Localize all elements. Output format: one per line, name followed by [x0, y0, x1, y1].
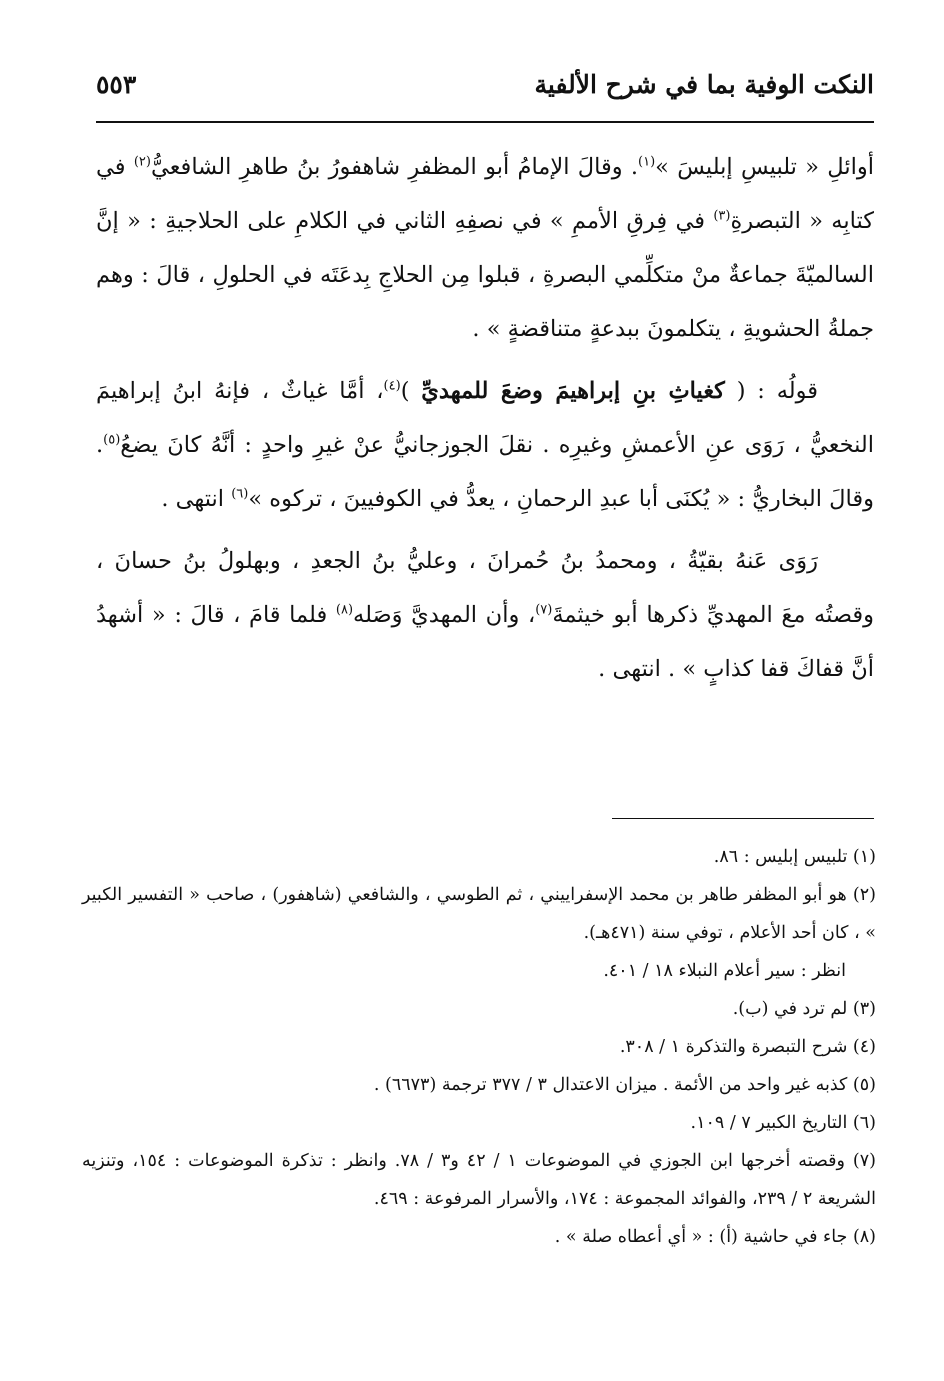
footnote-2-reference: انظر : سير أعلام النبلاء ١٨ / ٤٠١.: [603, 961, 846, 981]
paragraph-2: [96, 364, 874, 526]
text-span: . وقالَ البخاريُّ : « يُكنَى أبا عبدِ الرحمانِ ، يعدُّ في الكوفيينَ ، تركوه »: [96, 432, 874, 512]
footnote-ref-2[interactable]: (٢): [133, 154, 151, 170]
text-span: في فِرقِ الأممِ » في نصفِهِ الثاني في الكلامِ على الحلاجيةِ : « إنَّ السالميّةَ جماعةٌ منْ متكلِّمي البصرةِ ، قبلوا مِن الحلاجِ بِدعَتَه في الحلولِ ، قالَ : وهم جملةُ الحشويةِ ، يتكلمونَ ببدعةٍ متناقضةٍ » .: [96, 208, 874, 342]
footnote-ref-7[interactable]: (٧): [535, 602, 553, 618]
main-text: [96, 140, 874, 696]
text-span: ): [400, 378, 422, 404]
header-divider: [96, 121, 874, 123]
text-span: فلما قامَ ، قالَ : « أشهدُ أنَّ قفاكَ قفا كذابٍ » . انتهى .: [96, 602, 874, 682]
text-span: ، وأن المهديَّ وَصَله: [353, 602, 536, 628]
footnote-8: (٨) جاء في حاشية (أ) : « أي أعطاه صلة » .: [554, 1227, 876, 1247]
footnote-ref-6[interactable]: (٦): [231, 486, 249, 502]
text-span: أوائلِ « تلبيسِ إبليسَ »: [655, 154, 874, 180]
footnote-4: (٤) شرح التبصرة والتذكرة ١ / ٣٠٨.: [619, 1037, 876, 1057]
paragraph-1: [96, 140, 874, 356]
footnote-ref-1[interactable]: (١): [638, 154, 656, 170]
footnote-ref-8[interactable]: (٨): [335, 602, 354, 618]
footnote-7: (٧) وقصته أخرجها ابن الجوزي في الموضوعات ١ / ٤٢ و٣ / ٧٨. وانظر : تذكرة الموضوعات : ١٥٤، وتنزيه الشريعة ٢ / ٢٣٩، والفوائد المجموعة : ١٧٤، والأسرار المرفوعة : ٤٦٩.: [82, 1151, 876, 1209]
text-span: انتهى .: [161, 486, 232, 512]
text-span: . وقالَ الإمامُ أبو المظفرِ شاهفورُ بنُ طاهرِ الشافعيُّ: [150, 154, 639, 180]
footnote-5: (٥) كذبه غير واحد من الأئمة . ميزان الاعتدال ٣ / ٣٧٧ ترجمة (٦٦٧٣) .: [373, 1075, 876, 1095]
paragraph-3: [96, 534, 874, 696]
footnote-1: (١) تلبيس إبليس : ٨٦.: [713, 847, 876, 867]
book-title: النكت الوفية بما في شرح الألفية: [534, 70, 874, 99]
footnote-ref-4[interactable]: (٤): [383, 378, 401, 394]
text-span: في كتابِه « التبصرةِ: [96, 154, 874, 234]
text-span: ، أمَّا غياثٌ ، فإنهُ ابنُ إبراهيمَ النخعيُّ ، رَوَى عنِ الأعمشِ وغيرِه . نقلَ الجوزجانيُّ عنْ غيرِ واحدٍ : أنَّهُ كانَ يضعُ: [96, 378, 874, 458]
footnote-2: (٢) هو أبو المظفر طاهر بن محمد الإسفراييني ، ثم الطوسي ، والشافعي (شاهفور) ، صاحب « التفسير الكبير » ، كان أحد الأعلام ، توفي سنة (٤٧١هـ).: [82, 885, 876, 943]
running-header: [96, 66, 874, 112]
footnotes: [82, 838, 876, 1256]
footnote-ref-3[interactable]: (٣): [713, 208, 731, 224]
footnote-6: (٦) التاريخ الكبير ٧ / ١٠٩.: [690, 1113, 876, 1133]
page-number: ٥٥٣: [96, 70, 137, 99]
footnote-divider: [612, 818, 874, 819]
footnote-ref-5[interactable]: (٥): [103, 432, 121, 448]
text-span: رَوَى عَنهُ بقيّةُ ، ومحمدُ بنُ حُمرانَ ، وعليُّ بنُ الجعدِ ، وبهلولُ بنُ حسانَ ، وقصتُه معَ المهديِّ ذكرها أبو خيثمةَ: [96, 548, 874, 628]
quoted-matn: كغياثِ بنِ إبراهيمَ وضعَ للمهديِّ: [421, 378, 725, 404]
text-span: قولُه : (: [724, 378, 818, 404]
footnote-3: (٣) لم ترد في (ب).: [732, 999, 876, 1019]
